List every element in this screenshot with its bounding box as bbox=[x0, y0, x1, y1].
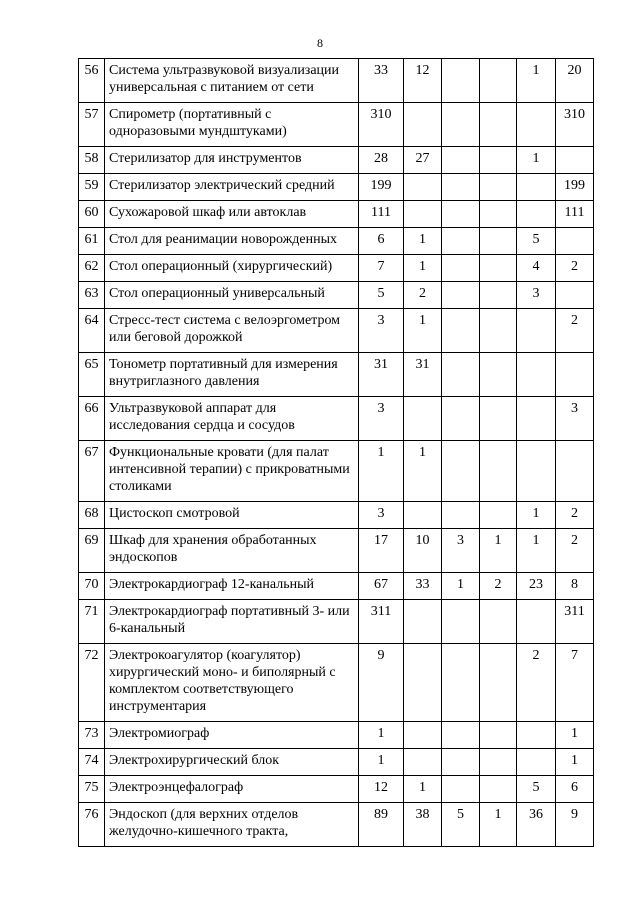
value-col-5 bbox=[517, 441, 556, 502]
value-col-2 bbox=[404, 397, 442, 441]
value-col-3 bbox=[442, 502, 480, 529]
value-col-3 bbox=[442, 228, 480, 255]
value-col-3 bbox=[442, 441, 480, 502]
value-col-3 bbox=[442, 103, 480, 147]
value-col-5 bbox=[517, 397, 556, 441]
row-number: 61 bbox=[79, 228, 105, 255]
value-col-4 bbox=[480, 776, 517, 803]
equipment-name: Электрокоагулятор (коагулятор) хирургический моно- и биполярный с комплектом соответствующего инструментария bbox=[105, 644, 359, 722]
value-col-5 bbox=[517, 600, 556, 644]
equipment-name: Электрохирургический блок bbox=[105, 749, 359, 776]
value-col-5 bbox=[517, 201, 556, 228]
table-row bbox=[79, 644, 594, 722]
row-number: 67 bbox=[79, 441, 105, 502]
value-col-6 bbox=[556, 353, 594, 397]
value-col-3: 5 bbox=[442, 803, 480, 847]
value-col-6: 199 bbox=[556, 174, 594, 201]
value-col-5: 1 bbox=[517, 502, 556, 529]
value-col-4 bbox=[480, 103, 517, 147]
value-col-5: 1 bbox=[517, 529, 556, 573]
value-col-6: 8 bbox=[556, 573, 594, 600]
table-row bbox=[79, 749, 594, 776]
table-row bbox=[79, 803, 594, 847]
value-col-2 bbox=[404, 201, 442, 228]
table-row bbox=[79, 228, 594, 255]
table-row bbox=[79, 529, 594, 573]
value-col-3 bbox=[442, 749, 480, 776]
value-col-6: 2 bbox=[556, 502, 594, 529]
value-col-1: 28 bbox=[359, 147, 404, 174]
equipment-name: Электромиограф bbox=[105, 722, 359, 749]
value-col-3 bbox=[442, 600, 480, 644]
table-row bbox=[79, 600, 594, 644]
equipment-name: Стол операционный универсальный bbox=[105, 282, 359, 309]
value-col-6: 20 bbox=[556, 59, 594, 103]
value-col-1: 1 bbox=[359, 722, 404, 749]
table-row bbox=[79, 103, 594, 147]
value-col-6: 310 bbox=[556, 103, 594, 147]
value-col-4 bbox=[480, 353, 517, 397]
value-col-3 bbox=[442, 722, 480, 749]
row-number: 71 bbox=[79, 600, 105, 644]
value-col-2: 38 bbox=[404, 803, 442, 847]
value-col-1: 310 bbox=[359, 103, 404, 147]
value-col-1: 311 bbox=[359, 600, 404, 644]
value-col-5 bbox=[517, 309, 556, 353]
value-col-5 bbox=[517, 174, 556, 201]
value-col-4 bbox=[480, 397, 517, 441]
value-col-1: 5 bbox=[359, 282, 404, 309]
value-col-4 bbox=[480, 502, 517, 529]
value-col-5 bbox=[517, 749, 556, 776]
value-col-1: 199 bbox=[359, 174, 404, 201]
row-number: 65 bbox=[79, 353, 105, 397]
value-col-6: 1 bbox=[556, 722, 594, 749]
value-col-4 bbox=[480, 644, 517, 722]
equipment-table bbox=[78, 58, 594, 847]
table-row bbox=[79, 201, 594, 228]
equipment-name: Шкаф для хранения обработанных эндоскопов bbox=[105, 529, 359, 573]
value-col-1: 111 bbox=[359, 201, 404, 228]
value-col-4: 2 bbox=[480, 573, 517, 600]
value-col-5: 2 bbox=[517, 644, 556, 722]
value-col-6: 1 bbox=[556, 749, 594, 776]
value-col-1: 89 bbox=[359, 803, 404, 847]
equipment-name: Стол операционный (хирургический) bbox=[105, 255, 359, 282]
value-col-3 bbox=[442, 397, 480, 441]
value-col-1: 33 bbox=[359, 59, 404, 103]
value-col-4: 1 bbox=[480, 529, 517, 573]
equipment-name: Ультразвуковой аппарат для исследования сердца и сосудов bbox=[105, 397, 359, 441]
value-col-3 bbox=[442, 776, 480, 803]
table-row bbox=[79, 309, 594, 353]
value-col-4 bbox=[480, 600, 517, 644]
value-col-1: 1 bbox=[359, 749, 404, 776]
value-col-2: 31 bbox=[404, 353, 442, 397]
row-number: 62 bbox=[79, 255, 105, 282]
value-col-3: 3 bbox=[442, 529, 480, 573]
value-col-3 bbox=[442, 174, 480, 201]
value-col-3 bbox=[442, 353, 480, 397]
value-col-6: 311 bbox=[556, 600, 594, 644]
value-col-4 bbox=[480, 722, 517, 749]
value-col-6 bbox=[556, 282, 594, 309]
value-col-4 bbox=[480, 174, 517, 201]
equipment-name: Электрокардиограф портативный 3- или 6-канальный bbox=[105, 600, 359, 644]
table-row bbox=[79, 353, 594, 397]
table-row bbox=[79, 722, 594, 749]
table-row bbox=[79, 59, 594, 103]
equipment-name: Электроэнцефалограф bbox=[105, 776, 359, 803]
value-col-1: 9 bbox=[359, 644, 404, 722]
equipment-name: Эндоскоп (для верхних отделов желудочно-кишечного тракта, bbox=[105, 803, 359, 847]
value-col-2 bbox=[404, 749, 442, 776]
value-col-6: 2 bbox=[556, 309, 594, 353]
value-col-6 bbox=[556, 441, 594, 502]
row-number: 75 bbox=[79, 776, 105, 803]
table-row bbox=[79, 776, 594, 803]
row-number: 59 bbox=[79, 174, 105, 201]
row-number: 60 bbox=[79, 201, 105, 228]
value-col-2: 1 bbox=[404, 228, 442, 255]
row-number: 70 bbox=[79, 573, 105, 600]
value-col-3 bbox=[442, 309, 480, 353]
value-col-2: 2 bbox=[404, 282, 442, 309]
equipment-name: Стресс-тест система с велоэргометром или беговой дорожкой bbox=[105, 309, 359, 353]
value-col-4 bbox=[480, 201, 517, 228]
row-number: 73 bbox=[79, 722, 105, 749]
value-col-2 bbox=[404, 103, 442, 147]
row-number: 57 bbox=[79, 103, 105, 147]
row-number: 63 bbox=[79, 282, 105, 309]
table-row bbox=[79, 147, 594, 174]
value-col-1: 1 bbox=[359, 441, 404, 502]
value-col-6: 3 bbox=[556, 397, 594, 441]
equipment-name: Функциональные кровати (для палат интенсивной терапии) с прикроватными столиками bbox=[105, 441, 359, 502]
value-col-6: 2 bbox=[556, 255, 594, 282]
equipment-name: Стерилизатор электрический средний bbox=[105, 174, 359, 201]
value-col-6 bbox=[556, 147, 594, 174]
value-col-1: 31 bbox=[359, 353, 404, 397]
value-col-2 bbox=[404, 174, 442, 201]
value-col-5: 36 bbox=[517, 803, 556, 847]
table-body bbox=[79, 59, 594, 847]
row-number: 64 bbox=[79, 309, 105, 353]
value-col-3 bbox=[442, 282, 480, 309]
value-col-5: 4 bbox=[517, 255, 556, 282]
value-col-2: 27 bbox=[404, 147, 442, 174]
value-col-4 bbox=[480, 309, 517, 353]
value-col-5: 1 bbox=[517, 59, 556, 103]
table-row bbox=[79, 573, 594, 600]
value-col-1: 67 bbox=[359, 573, 404, 600]
page-number: 8 bbox=[317, 36, 323, 50]
value-col-1: 3 bbox=[359, 502, 404, 529]
value-col-6: 2 bbox=[556, 529, 594, 573]
value-col-1: 17 bbox=[359, 529, 404, 573]
value-col-2: 12 bbox=[404, 59, 442, 103]
value-col-4 bbox=[480, 749, 517, 776]
value-col-4 bbox=[480, 441, 517, 502]
value-col-3 bbox=[442, 147, 480, 174]
value-col-6: 7 bbox=[556, 644, 594, 722]
value-col-2: 33 bbox=[404, 573, 442, 600]
equipment-name: Цистоскоп смотровой bbox=[105, 502, 359, 529]
value-col-4 bbox=[480, 59, 517, 103]
row-number: 69 bbox=[79, 529, 105, 573]
value-col-4 bbox=[480, 147, 517, 174]
value-col-5: 3 bbox=[517, 282, 556, 309]
value-col-5: 5 bbox=[517, 228, 556, 255]
value-col-2 bbox=[404, 644, 442, 722]
value-col-2 bbox=[404, 502, 442, 529]
value-col-3: 1 bbox=[442, 573, 480, 600]
value-col-5 bbox=[517, 353, 556, 397]
value-col-6 bbox=[556, 228, 594, 255]
row-number: 76 bbox=[79, 803, 105, 847]
equipment-name: Тонометр портативный для измерения внутриглазного давления bbox=[105, 353, 359, 397]
equipment-name: Спирометр (портативный с одноразовыми мундштуками) bbox=[105, 103, 359, 147]
row-number: 72 bbox=[79, 644, 105, 722]
value-col-1: 12 bbox=[359, 776, 404, 803]
value-col-2: 1 bbox=[404, 441, 442, 502]
value-col-1: 7 bbox=[359, 255, 404, 282]
value-col-6: 6 bbox=[556, 776, 594, 803]
value-col-2: 10 bbox=[404, 529, 442, 573]
table-row bbox=[79, 255, 594, 282]
value-col-1: 3 bbox=[359, 309, 404, 353]
value-col-4 bbox=[480, 255, 517, 282]
table-row bbox=[79, 397, 594, 441]
value-col-3 bbox=[442, 201, 480, 228]
value-col-1: 3 bbox=[359, 397, 404, 441]
equipment-name: Стол для реанимации новорожденных bbox=[105, 228, 359, 255]
value-col-5 bbox=[517, 103, 556, 147]
value-col-6: 9 bbox=[556, 803, 594, 847]
equipment-name: Сухожаровой шкаф или автоклав bbox=[105, 201, 359, 228]
value-col-2: 1 bbox=[404, 776, 442, 803]
table-row bbox=[79, 441, 594, 502]
value-col-3 bbox=[442, 59, 480, 103]
value-col-3 bbox=[442, 255, 480, 282]
value-col-4 bbox=[480, 228, 517, 255]
value-col-5 bbox=[517, 722, 556, 749]
value-col-2 bbox=[404, 600, 442, 644]
table-row bbox=[79, 282, 594, 309]
value-col-1: 6 bbox=[359, 228, 404, 255]
value-col-4: 1 bbox=[480, 803, 517, 847]
equipment-name: Стерилизатор для инструментов bbox=[105, 147, 359, 174]
value-col-6: 111 bbox=[556, 201, 594, 228]
equipment-name: Система ультразвуковой визуализации универсальная с питанием от сети bbox=[105, 59, 359, 103]
value-col-3 bbox=[442, 644, 480, 722]
row-number: 58 bbox=[79, 147, 105, 174]
table-row bbox=[79, 502, 594, 529]
value-col-2: 1 bbox=[404, 255, 442, 282]
table-row bbox=[79, 174, 594, 201]
value-col-2 bbox=[404, 722, 442, 749]
row-number: 66 bbox=[79, 397, 105, 441]
row-number: 74 bbox=[79, 749, 105, 776]
value-col-2: 1 bbox=[404, 309, 442, 353]
value-col-5: 1 bbox=[517, 147, 556, 174]
row-number: 68 bbox=[79, 502, 105, 529]
equipment-name: Электрокардиограф 12-канальный bbox=[105, 573, 359, 600]
value-col-5: 23 bbox=[517, 573, 556, 600]
value-col-5: 5 bbox=[517, 776, 556, 803]
row-number: 56 bbox=[79, 59, 105, 103]
value-col-4 bbox=[480, 282, 517, 309]
